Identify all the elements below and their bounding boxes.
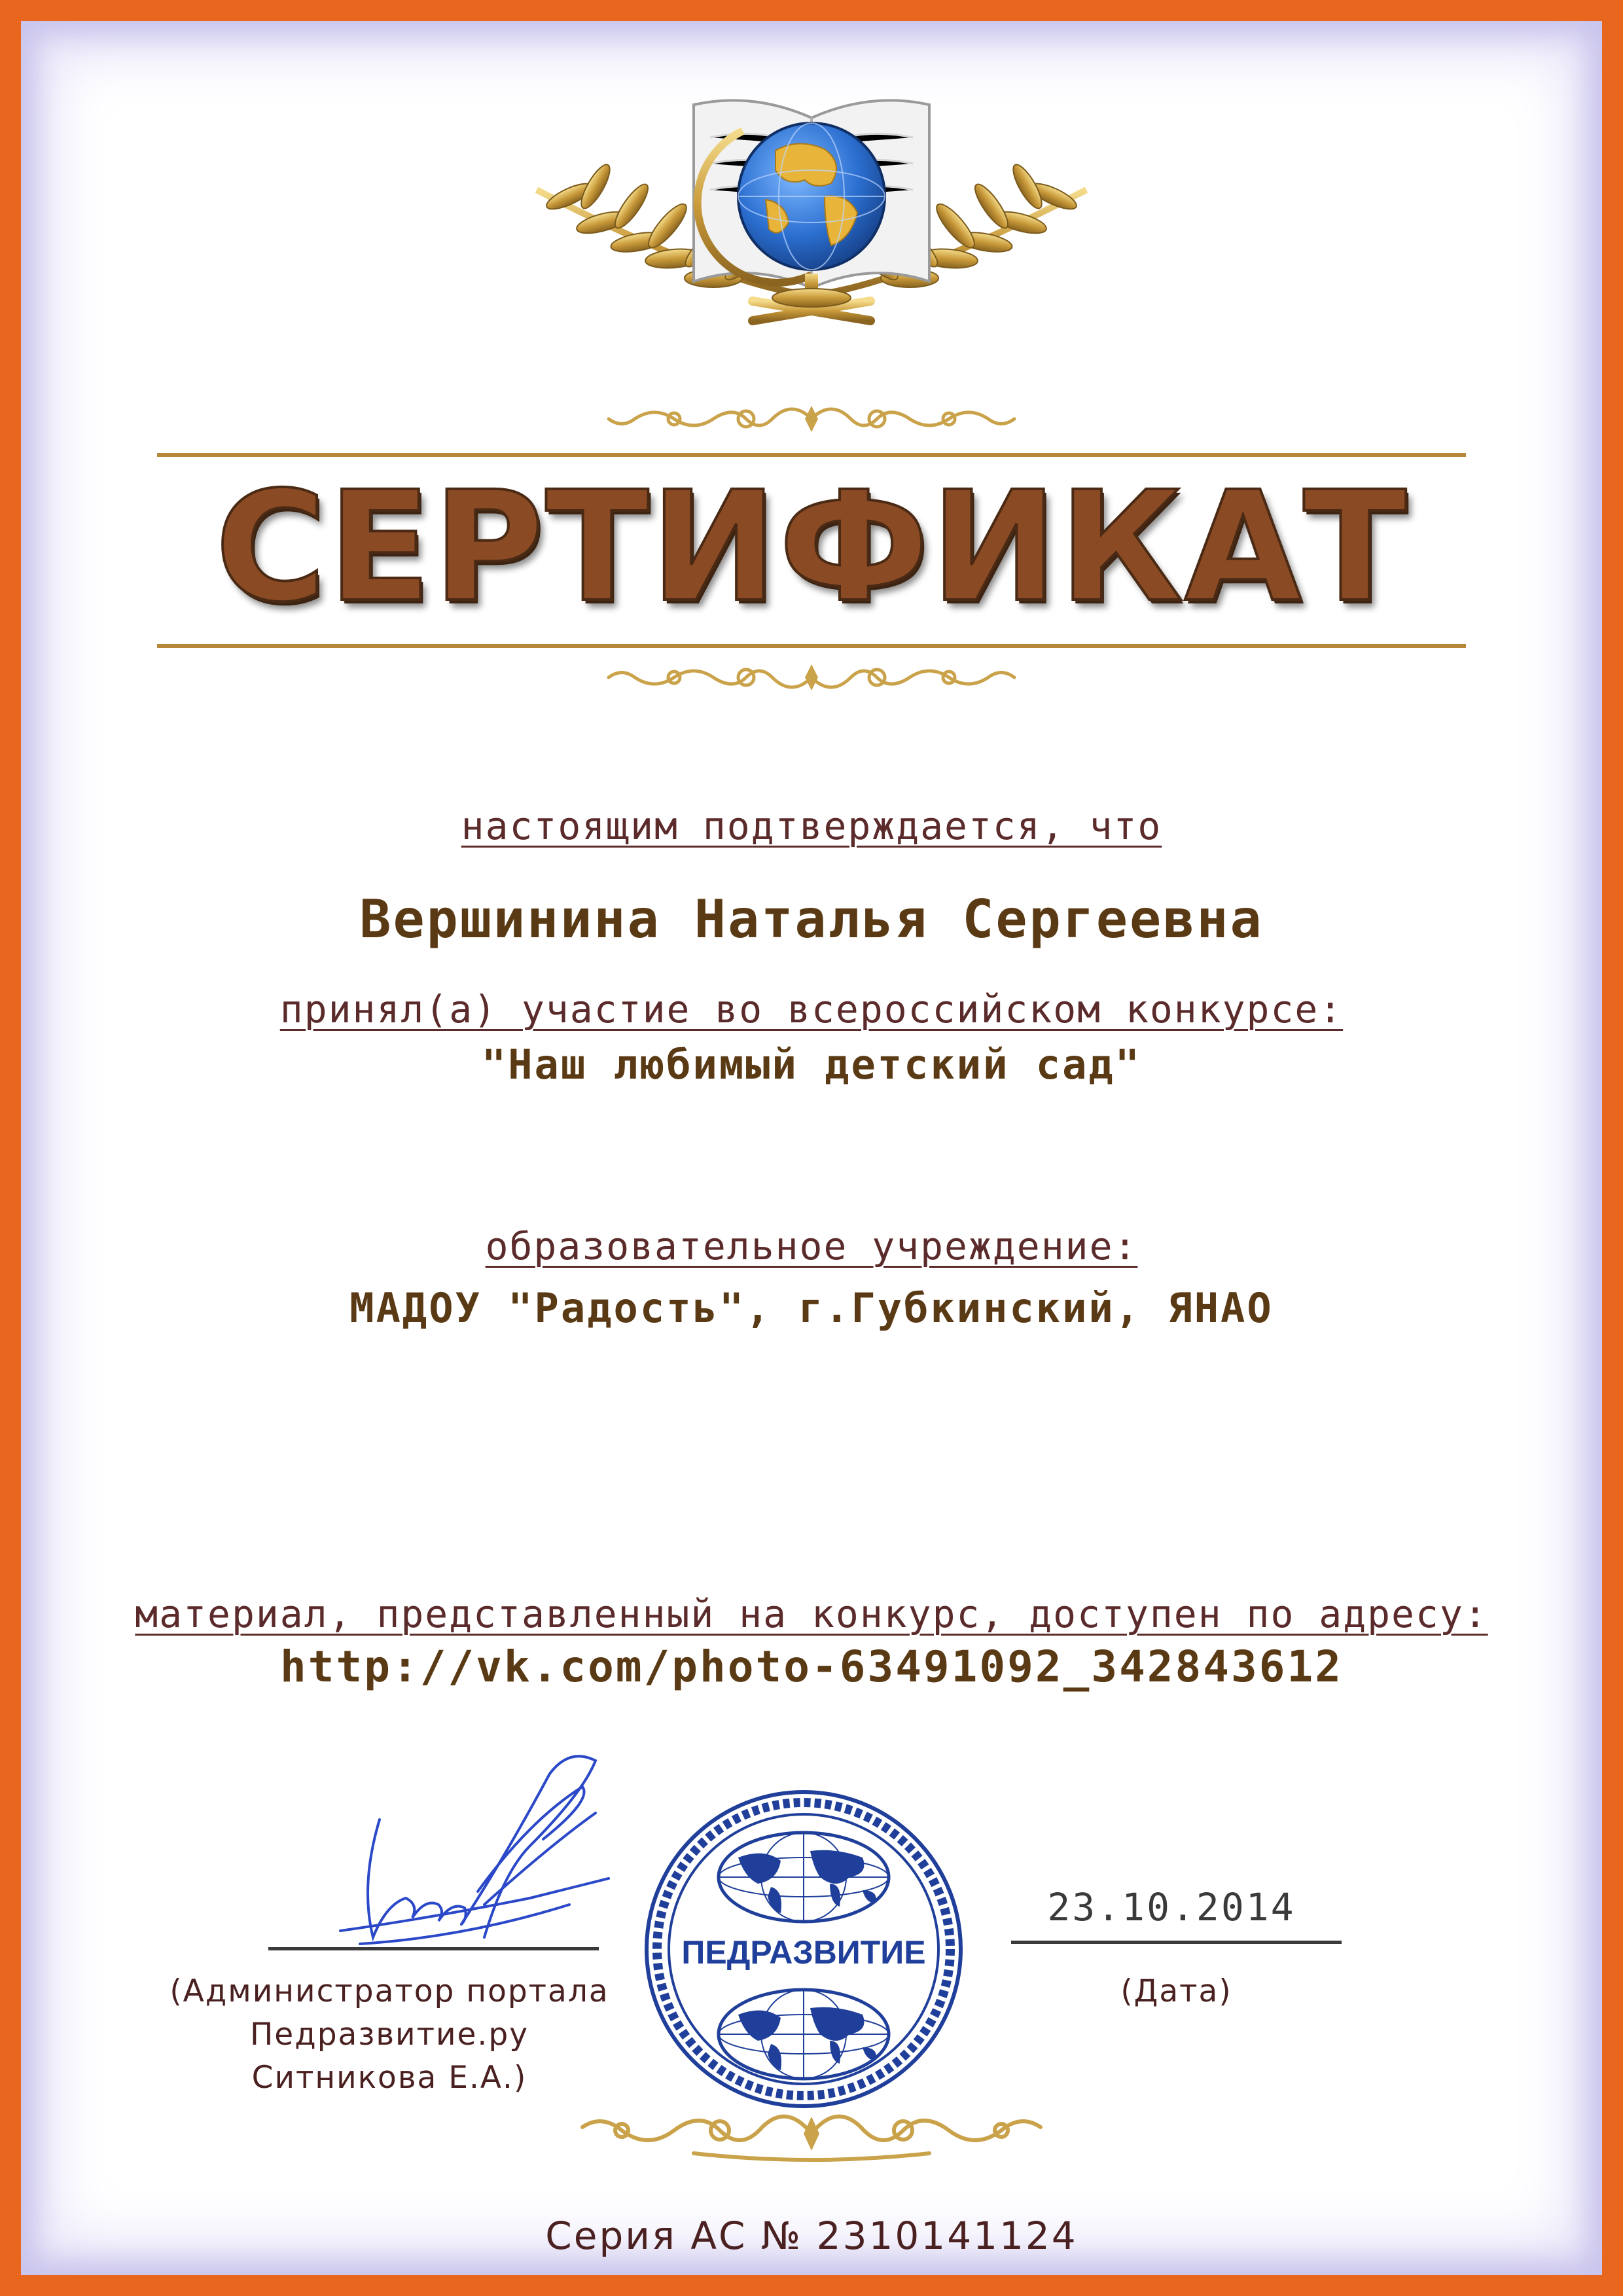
contest-name: "Наш любимый детский сад" bbox=[481, 1041, 1142, 1088]
title-bottom-rule bbox=[157, 644, 1466, 648]
pedrazvitie-stamp-icon bbox=[640, 1785, 967, 2113]
participation-label: принял(а) участие во всероссийском конкурсе: bbox=[279, 987, 1344, 1031]
signature-line bbox=[268, 1947, 599, 1950]
signatory-line2: Педразвитие.ру bbox=[249, 2017, 529, 2053]
ornament-flourish-icon bbox=[596, 396, 1027, 442]
ornament-flourish-icon bbox=[596, 655, 1027, 700]
person-name: Вершинина Наталья Сергеевна bbox=[359, 889, 1264, 950]
certificate-title: СЕРТИФИКАТ bbox=[215, 459, 1408, 636]
title-top-rule bbox=[157, 453, 1466, 457]
signatory-line1: (Администратор портала bbox=[169, 1973, 609, 2009]
stamp-label: ПЕДРАЗВИТИЕ bbox=[681, 1934, 926, 1971]
confirm-label: настоящим подтверждается, что bbox=[461, 804, 1162, 848]
date-label: (Дата) bbox=[1120, 1973, 1232, 2009]
ornament-flourish-icon bbox=[563, 2094, 1060, 2166]
institution-name: МАДОУ "Радость", г.Губкинский, ЯНАО bbox=[349, 1284, 1274, 1332]
institution-label: образовательное учреждение: bbox=[485, 1224, 1138, 1268]
date-value: 23.10.2014 bbox=[1047, 1885, 1296, 1929]
series-number: Серия АС № 2310141124 bbox=[545, 2214, 1078, 2258]
signatory-caption bbox=[147, 1970, 632, 2100]
material-label: материал, представленный на конкурс, доступен по адресу: bbox=[135, 1592, 1488, 1636]
globe-book-laurel-icon bbox=[517, 65, 1106, 327]
handwritten-signature-icon bbox=[334, 1741, 622, 1957]
date-line bbox=[1011, 1941, 1342, 1944]
signatory-line3: Ситникова Е.А.) bbox=[251, 2060, 527, 2096]
material-url: http://vk.com/photo-63491092_342843612 bbox=[280, 1641, 1343, 1692]
